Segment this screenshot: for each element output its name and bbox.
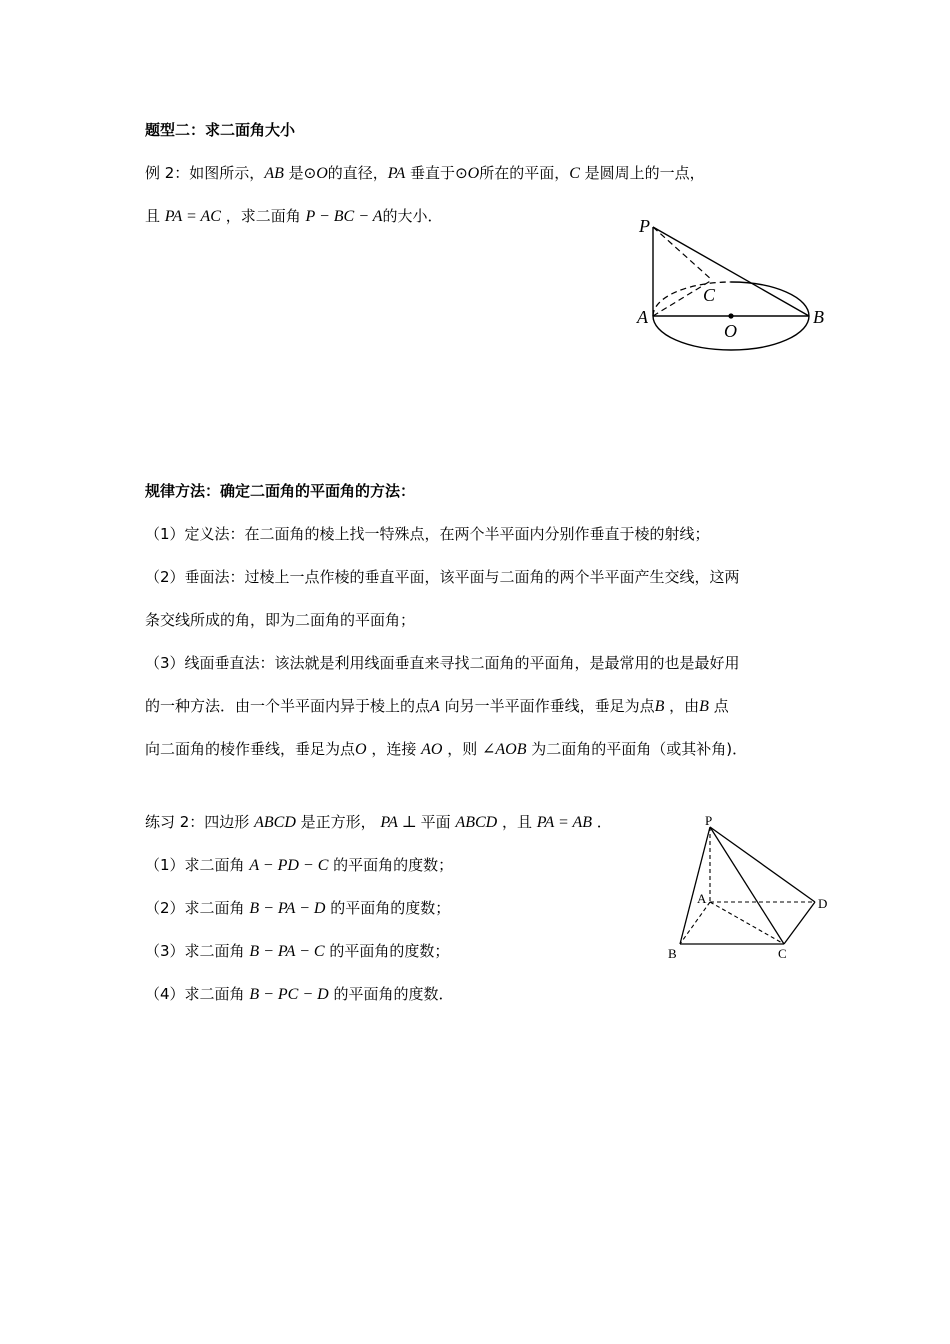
- example-label: 例 2：如图所示，: [145, 164, 265, 182]
- math-expr: A − PD − C: [249, 857, 329, 874]
- math-ao: AO: [421, 741, 443, 758]
- math-expr: B − PC − D: [249, 986, 329, 1003]
- figure-2-pyramid-diagram: [660, 810, 840, 970]
- text: ，且: [497, 813, 537, 831]
- text: （4）求二面角: [145, 985, 250, 1003]
- math-pa-eq-ac: PA = AC: [164, 208, 221, 225]
- text: 点: [708, 697, 729, 715]
- text: （2）求二面角: [145, 899, 250, 917]
- math-pa: PA: [387, 165, 406, 182]
- circle-back-arc-right: [731, 282, 809, 316]
- edge-pd: [710, 827, 815, 902]
- text: ，则: [442, 740, 482, 758]
- edge-ab: [680, 902, 710, 944]
- math-abcd: ABCD: [254, 814, 296, 831]
- text: （1）求二面角: [145, 856, 250, 874]
- math-b: B: [654, 698, 665, 715]
- math-o: O: [316, 165, 328, 182]
- label-o: O: [724, 321, 737, 341]
- math-abcd: ABCD: [455, 814, 498, 831]
- circle-dot-symbol: ⊙: [455, 164, 468, 182]
- label-p: P: [705, 813, 713, 828]
- exercise-2-statement: [145, 812, 612, 833]
- text: （3）求二面角: [145, 942, 250, 960]
- rule-2-line-1: （2）垂面法：过棱上一点作棱的垂直平面，该平面与二面角的两个半平面产生交线，这两: [145, 568, 740, 586]
- exercise-q4: [145, 984, 453, 1005]
- edge-pc: [710, 827, 784, 944]
- text: 向另一半平面作垂线，垂足为点: [439, 697, 655, 715]
- example-2-line-2: [145, 206, 443, 227]
- text: 所在的平面，: [479, 164, 570, 182]
- label-b: B: [813, 307, 824, 327]
- rule-3-line-2: [145, 696, 729, 717]
- rules-title: 规律方法：确定二面角的平面角的方法：: [145, 482, 416, 500]
- label-c: C: [703, 285, 716, 305]
- math-expr: B − PA − C: [249, 943, 325, 960]
- text: 的平面角的度数．: [328, 985, 454, 1003]
- edge-ac: [710, 902, 784, 944]
- rule-3-line-1: （3）线面垂直法：该法就是利用线面垂直来寻找二面角的平面角，是最常用的也是最好用: [145, 654, 740, 672]
- math-angle-aob: ∠AOB: [482, 741, 527, 758]
- text: 的一种方法．由一个半平面内异于棱上的点: [145, 697, 431, 715]
- text: 的大小．: [382, 207, 443, 225]
- label-a: A: [637, 307, 648, 327]
- text: 的直径，: [327, 164, 388, 182]
- label-a: A: [697, 891, 707, 906]
- rule-2-line-2: 条交线所成的角，即为二面角的平面角；: [145, 611, 416, 629]
- segment-pb: [653, 227, 809, 316]
- text: ．: [592, 813, 612, 831]
- edge-cd: [784, 902, 815, 944]
- text: 是正方形，: [295, 813, 381, 831]
- segment-pc: [653, 227, 712, 280]
- text: 的平面角的度数；: [328, 856, 454, 874]
- exercise-q2: [145, 898, 450, 919]
- rule-3-line-3: [145, 739, 747, 760]
- math-o: O: [355, 741, 367, 758]
- center-point-o: [728, 313, 733, 318]
- text: ，连接: [366, 740, 422, 758]
- math-expr: B − PA − D: [249, 900, 326, 917]
- label-c: C: [778, 946, 787, 961]
- exercise-q1: [145, 855, 453, 876]
- text: 的平面角的度数；: [325, 899, 451, 917]
- text: ，求二面角: [220, 207, 306, 225]
- section-title: 题型二：求二面角大小: [145, 121, 296, 139]
- math-c: C: [569, 165, 580, 182]
- figure-1-circle-diagram: [630, 210, 840, 360]
- label-p: P: [639, 216, 650, 236]
- text: 的平面角的度数；: [324, 942, 450, 960]
- math-b: B: [699, 698, 709, 715]
- circle-back-arc-dashed: [653, 282, 731, 316]
- exercise-label: 练习 2：四边形: [145, 813, 255, 831]
- text: 是: [283, 164, 304, 182]
- text: 向二面角的棱作垂线，垂足为点: [145, 740, 356, 758]
- circle-dot-symbol: ⊙: [303, 164, 317, 182]
- text: 垂直于: [405, 164, 456, 182]
- math-o: O: [467, 165, 480, 182]
- text: 且: [145, 207, 165, 225]
- label-b: B: [668, 946, 677, 961]
- rule-1: （1）定义法：在二面角的棱上找一特殊点，在两个半平面内分别作垂直于棱的射线；: [145, 525, 710, 543]
- math-ab: AB: [264, 165, 284, 182]
- math-angle: P − BC − A: [305, 208, 383, 225]
- math-pa-perp: PA ⊥: [380, 814, 421, 831]
- label-d: D: [818, 896, 828, 911]
- text: ，由: [664, 697, 700, 715]
- text: 平面: [420, 813, 456, 831]
- edge-pb: [680, 827, 710, 944]
- text: 是圆周上的一点，: [579, 164, 705, 182]
- math-a: A: [430, 698, 440, 715]
- math-pa-eq-ab: PA = AB: [536, 814, 593, 831]
- example-2-line-1: [145, 163, 705, 184]
- exercise-q3: [145, 941, 449, 962]
- text: 为二面角的平面角（或其补角)．: [526, 740, 748, 758]
